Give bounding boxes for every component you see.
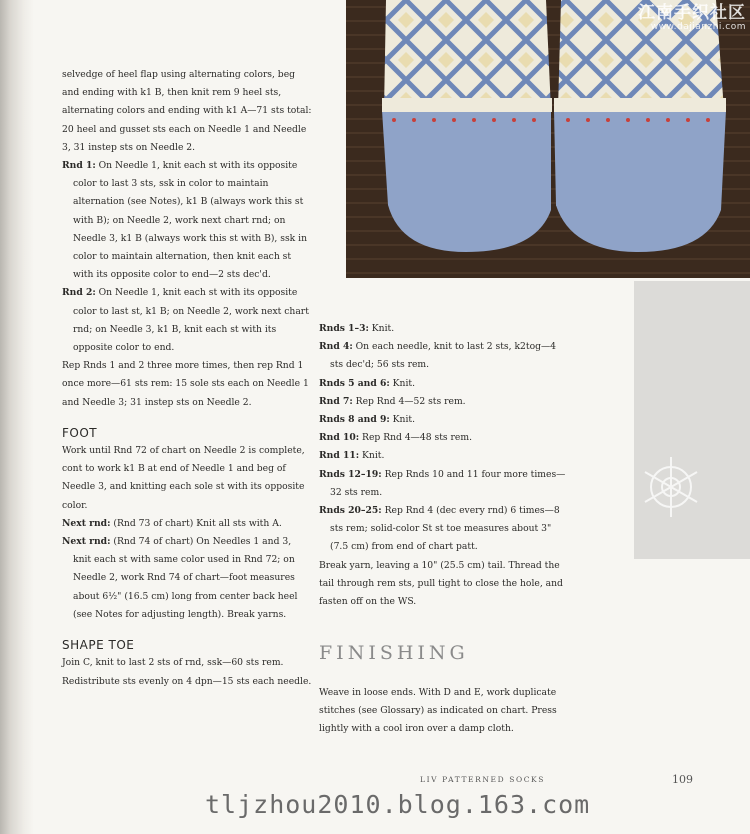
next-rnd-74-label: Next rnd:	[62, 536, 111, 548]
foot-heading: FOOT	[62, 425, 98, 440]
snowflake-icon	[636, 452, 706, 522]
toe-round-label: Rnds 5 and 6:	[319, 377, 390, 389]
left-sock-toe	[382, 110, 551, 252]
toe-round-label: Rnd 4:	[319, 341, 353, 353]
rnd2-label: Rnd 2:	[62, 287, 96, 299]
toe-round-text: Rep Rnd 4 (dec every rnd) 6 times—8 sts rem; solid-color St st toe measures about 3" (7.5 cm) from end of chart patt.	[330, 505, 560, 553]
site-watermark-url: www.dajianzhi.com	[650, 21, 746, 32]
finishing-paragraph: Weave in loose ends. With D and E, work duplicate stitches (see Glossary) as indicated on chart. Press lightly with a cool iron over a damp cloth.	[319, 687, 557, 735]
shape-toe-heading: SHAPE TOE	[62, 638, 135, 653]
finishing-block	[319, 684, 571, 739]
right-column	[319, 320, 571, 611]
toe-round-text: Rep Rnd 4—52 sts rem.	[352, 395, 466, 407]
toe-round-line	[319, 338, 571, 374]
right-sock-toe	[554, 110, 726, 252]
book-gutter-shadow	[0, 0, 34, 834]
toe-round-line	[319, 320, 571, 338]
blog-watermark: tljzhou2010.blog.163.com	[205, 790, 591, 819]
next-rnd-73	[62, 515, 312, 533]
rnd1-label: Rnd 1:	[62, 160, 96, 172]
toe-round-text: Knit.	[389, 377, 416, 389]
repeat-paragraph: Rep Rnds 1 and 2 three more times, then rep Rnd 1 once more—61 sts rem: 15 sole sts each on Needle 1 and Needle 3; 31 instep sts on Needle 2.	[62, 360, 309, 408]
next-rnd-73-label: Next rnd:	[62, 517, 111, 529]
finishing-heading: FINISHING	[319, 642, 469, 664]
foot-paragraph: Work until Rnd 72 of chart on Needle 2 is complete, cont to work k1 B at end of Needle 1 and beg of Needle 3, and knitting each sole st with its opposite color.	[62, 445, 305, 511]
toe-round-label: Rnd 7:	[319, 395, 353, 407]
toe-round-label: Rnd 11:	[319, 450, 360, 462]
left-column	[62, 66, 312, 691]
next-rnd-73-text: (Rnd 73 of chart) Knit all sts with A.	[110, 517, 282, 529]
toe-round-text: Knit.	[359, 450, 385, 462]
toe-round-line	[319, 502, 571, 557]
socks-photo	[346, 0, 750, 278]
toe-round-text: Knit.	[389, 414, 416, 426]
toe-round-label: Rnd 10:	[319, 432, 360, 444]
heel-intro-paragraph: selvedge of heel flap using alternating colors, beg and ending with k1 B, then knit rem 9 heel sts, alternating colors and ending with k1 A—71 sts total: 20 heel and gusset sts each on Needle 1 and Needle 3, 31 instep sts on Needle 2.	[62, 69, 312, 153]
toe-round-text: Knit.	[368, 323, 395, 334]
break-yarn-paragraph: Break yarn, leaving a 10" (25.5 cm) tail. Thread the tail through rem sts, pull tight to close the hole, and fasten off on the WS.	[319, 559, 563, 608]
rnd1-instruction	[62, 157, 312, 284]
toe-round-line	[319, 393, 571, 411]
toe-round-line	[319, 429, 571, 447]
next-rnd-74	[62, 533, 312, 624]
toe-round-text: Rep Rnds 10 and 11 four more times—32 sts rem.	[330, 468, 566, 498]
toe-round-label: Rnds 8 and 9:	[319, 414, 390, 426]
toe-round-line	[319, 375, 571, 393]
toe-round-label: Rnds 20–25:	[319, 505, 382, 517]
page-number: 109	[672, 773, 693, 786]
toe-round-line	[319, 411, 571, 429]
rnd2-text: On Needle 1, knit each st with its opposite color to last st, k1 B; on Needle 2, work next chart rnd; on Needle 3, k1 B, knit each st with its opposite color to end.	[73, 287, 309, 354]
toe-round-label: Rnds 1–3:	[319, 323, 369, 334]
toe-round-list	[319, 320, 571, 557]
running-footer-title: LIV PATTERNED SOCKS	[420, 775, 545, 784]
toe-round-text: On each needle, knit to last 2 sts, k2tog—4 sts dec'd; 56 sts rem.	[330, 341, 557, 371]
rnd2-instruction	[62, 284, 312, 357]
next-rnd-74-text: (Rnd 74 of chart) On Needles 1 and 3, knit each st with same color used in Rnd 72; on Needle 2, work Rnd 74 of chart—foot measures about 6½" (16.5 cm) long from center back heel (see Notes for adjusting length). Break yarns.	[73, 536, 298, 620]
rnd1-text: On Needle 1, knit each st with its opposite color to last 3 sts, ssk in color to maintain alternation (see Notes), k1 B (always work this st with B); on Needle 2, work next chart rnd; on Needle 3, k1 B (always work this st with B), ssk in color to maintain alternation, then knit each st with its opposite color to end—2 sts dec'd.	[73, 160, 308, 281]
shape-toe-paragraph: Join C, knit to last 2 sts of rnd, ssk—60 sts rem. Redistribute sts evenly on 4 dpn—15 sts each needle.	[62, 657, 312, 687]
socks-illustration	[346, 0, 750, 278]
toe-round-text: Rep Rnd 4—48 sts rem.	[359, 432, 472, 444]
site-watermark-name: 江南手织社区	[638, 3, 746, 23]
toe-round-label: Rnds 12–19:	[319, 468, 382, 480]
toe-round-line	[319, 466, 571, 502]
toe-round-line	[319, 447, 571, 465]
